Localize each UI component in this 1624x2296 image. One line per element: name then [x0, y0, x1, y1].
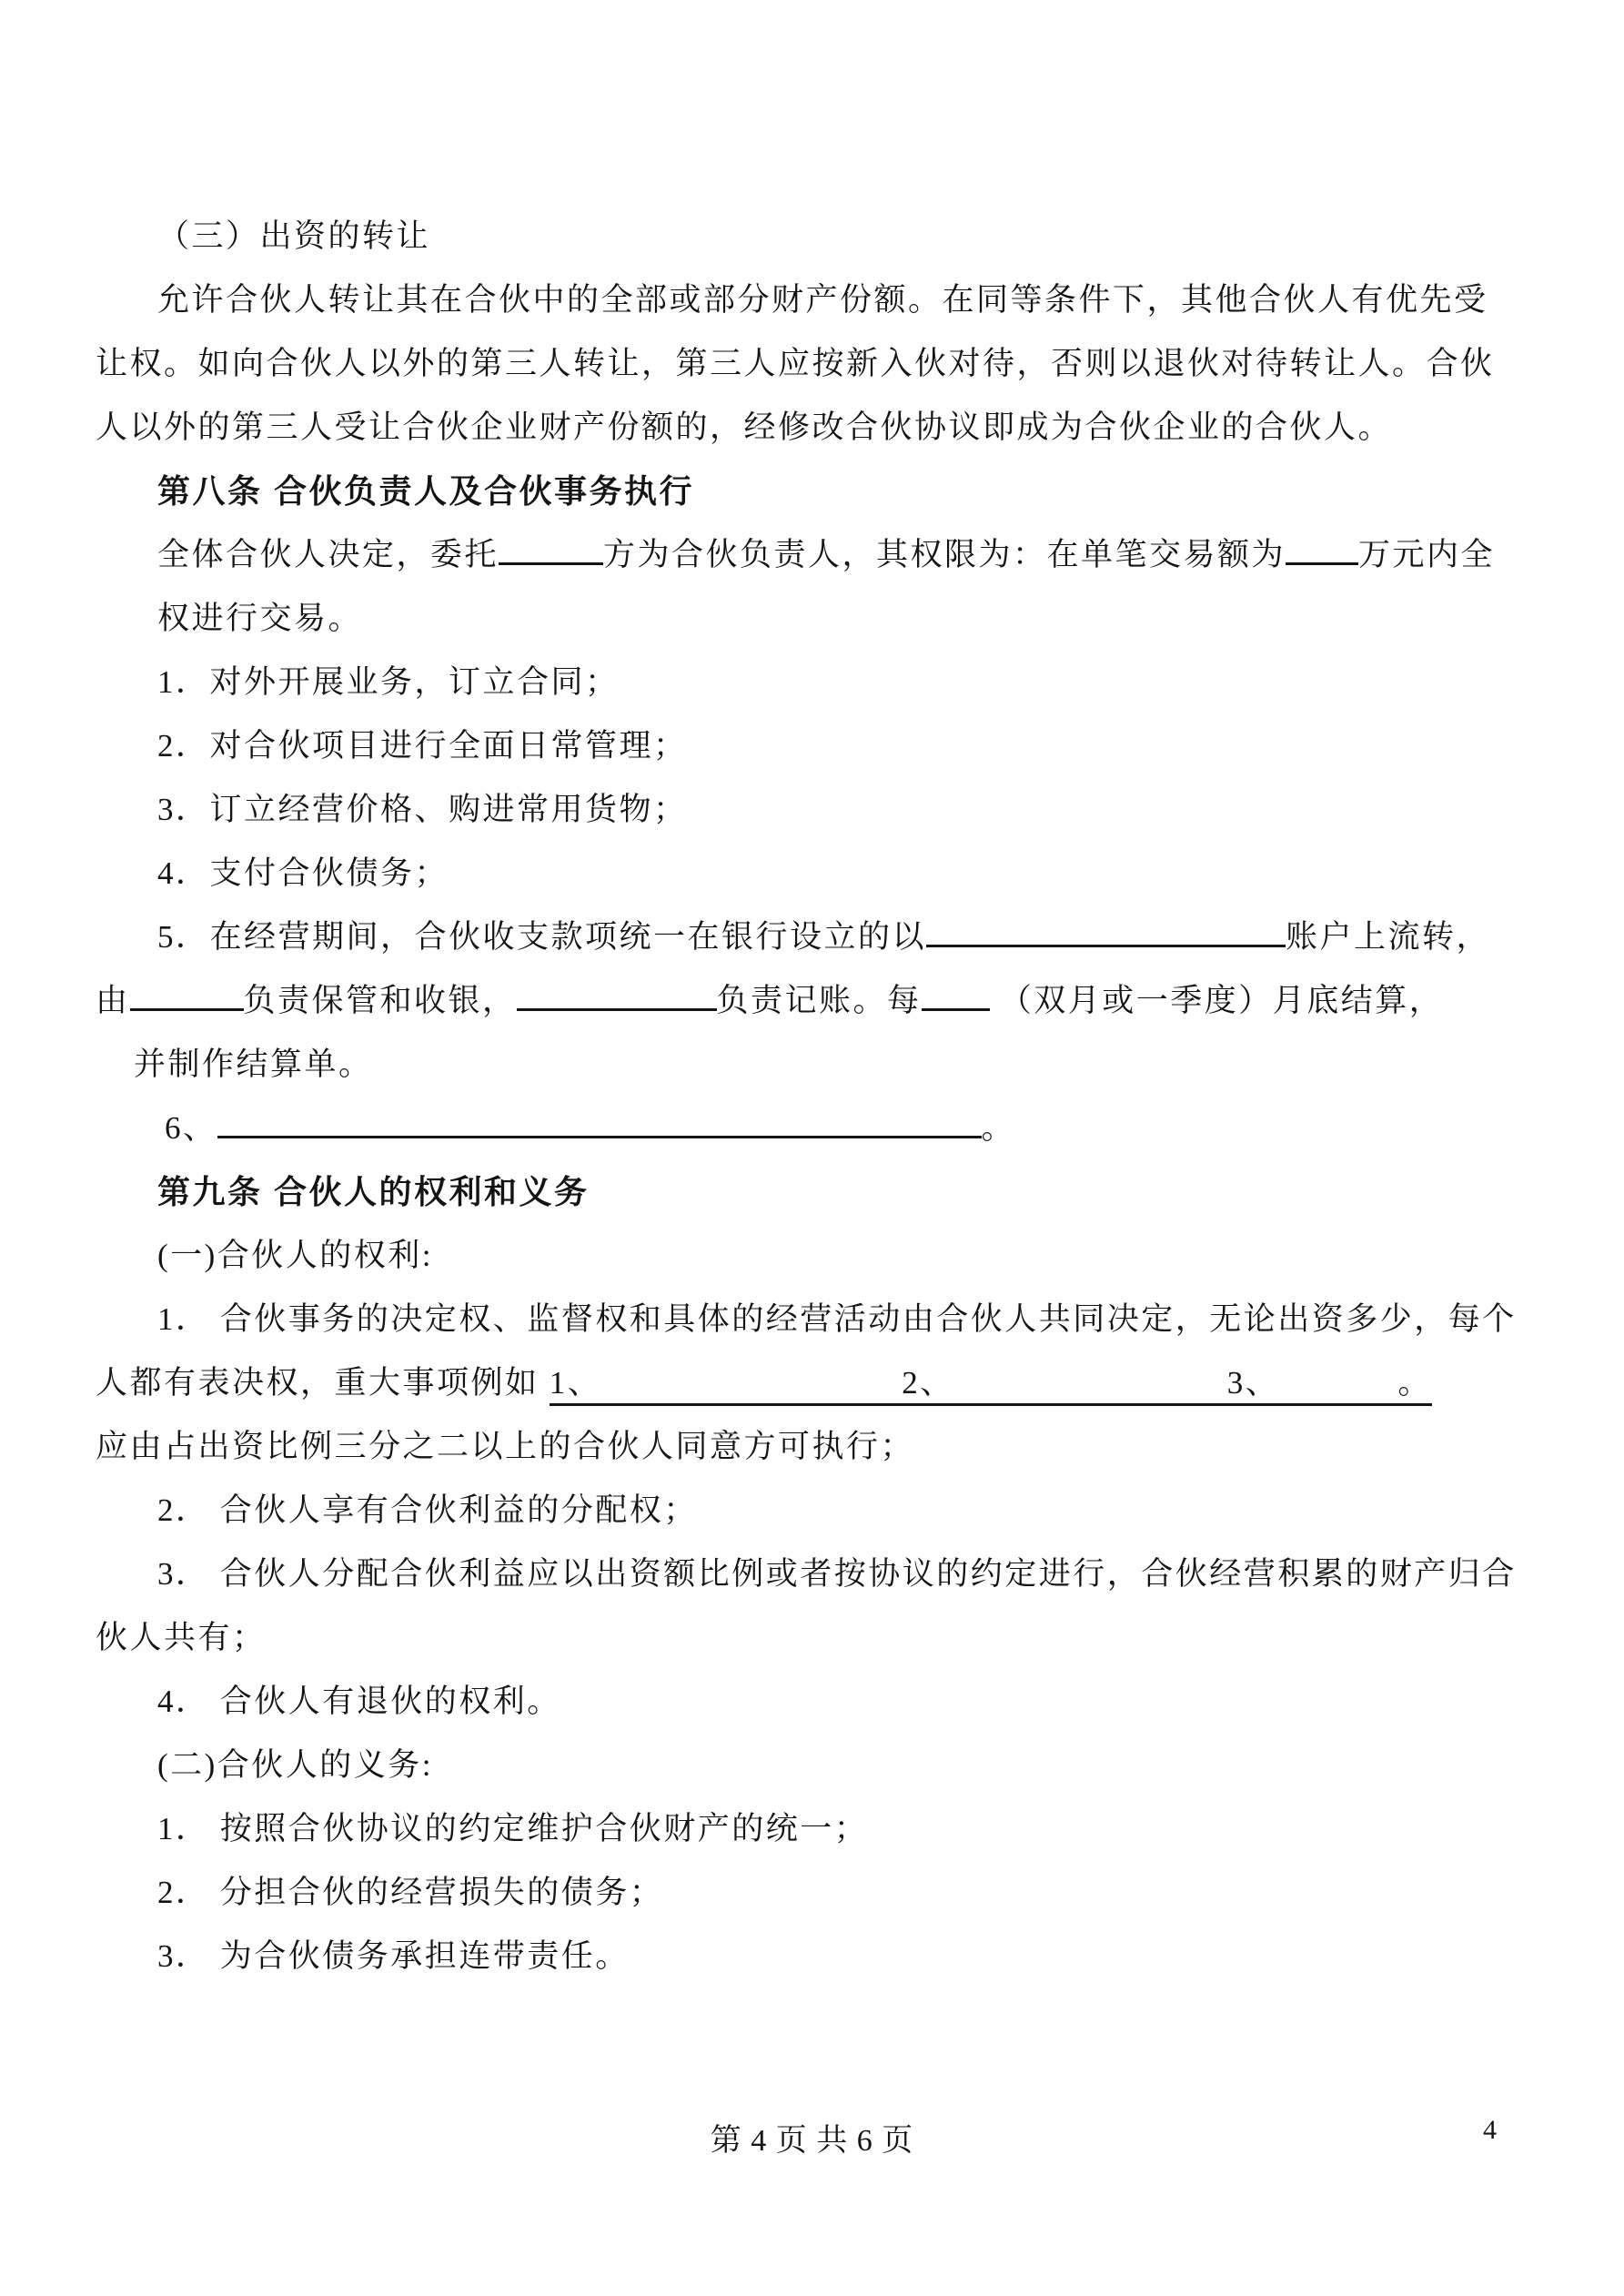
subsection-heading: (一)合伙人的权利:	[157, 1238, 434, 1273]
doc-line: 允许合伙人转让其在合伙中的全部或部分财产份额。在同等条件下，其他合伙人有优先受	[157, 282, 1488, 318]
list-item: 2．对合伙项目进行全面日常管理；	[157, 728, 688, 764]
doc-line: 由 负责保管和收银， 负责记账。每 （双月或一季度）月底结算，	[96, 983, 1444, 1018]
fill-in-blank	[926, 939, 1286, 947]
list-item: 6、 。	[165, 1110, 1016, 1146]
list-item: 4． 合伙人有退伙的权利。	[157, 1684, 561, 1719]
list-item: 1． 按照合伙协议的约定维护合伙财产的统一；	[157, 1811, 869, 1846]
fill-in-blank	[499, 557, 603, 565]
doc-line: 人都有表决权，重大事项例如 1、 2、 3、 。	[96, 1351, 1531, 1415]
list-item: 3． 合伙人分配合伙利益应以出资额比例或者按协议的约定进行，合伙经营积累的财产归合	[157, 1556, 1517, 1592]
list-item: 3． 为合伙债务承担连带责任。	[157, 1938, 630, 1974]
doc-line: 让权。如向合伙人以外的第三人转让，第三人应按新入伙对待，否则以退伙对待转让人。合伙	[96, 346, 1495, 381]
blank-gap	[601, 1388, 902, 1393]
list-item: 2． 分担合伙的经营损失的债务；	[157, 1875, 664, 1910]
doc-line: 并制作结算单。	[134, 1047, 373, 1082]
list-item: 4．支付合伙债务；	[157, 855, 449, 891]
subsection-heading: (二)合伙人的义务:	[157, 1747, 434, 1783]
fill-in-blank	[130, 1003, 244, 1011]
doc-line: 伙人共有；	[96, 1620, 267, 1655]
list-item: 1． 合伙事务的决定权、监督权和具体的经营活动由合伙人共同决定，无论出资多少，每个	[157, 1301, 1517, 1337]
list-item: 5．在经营期间，合伙收支款项统一在银行设立的以 账户上流转，	[157, 919, 1491, 955]
list-item: 3．订立经营价格、购进常用货物；	[157, 792, 688, 827]
fill-in-blank	[517, 1003, 717, 1011]
doc-line: 全体合伙人决定，委托 方为合伙负责人，其权限为：在单笔交易额为 万元内全	[157, 537, 1496, 572]
corner-page-number: 4	[1483, 2115, 1497, 2145]
list-item: 1．对外开展业务，订立合同；	[157, 664, 620, 700]
doc-line: 应由占出资比例三分之二以上的合伙人同意方可执行；	[96, 1429, 915, 1464]
fill-in-blank	[1286, 557, 1358, 565]
subsection-heading: （三）出资的转让	[157, 218, 431, 254]
article-9-heading: 第九条 合伙人的权利和义务	[157, 1173, 590, 1210]
doc-line: 人以外的第三人受让合伙企业财产份额的，经修改合伙协议即成为合伙企业的合伙人。	[96, 410, 1393, 445]
fill-in-blank	[922, 1003, 990, 1011]
article-8-heading: 第八条 合伙负责人及合伙事务执行	[157, 472, 695, 510]
doc-line: 权进行交易。	[157, 601, 363, 636]
blank-gap	[1279, 1388, 1397, 1393]
list-item: 2． 合伙人享有合伙利益的分配权；	[157, 1492, 698, 1528]
underlined-blank-group: 1、 2、 3、 。	[550, 1365, 1432, 1406]
fill-in-blank	[217, 1130, 982, 1138]
document-body	[96, 205, 1531, 1988]
page-footer: 第 4 页 共 6 页	[710, 2124, 914, 2158]
blank-gap	[954, 1388, 1227, 1393]
